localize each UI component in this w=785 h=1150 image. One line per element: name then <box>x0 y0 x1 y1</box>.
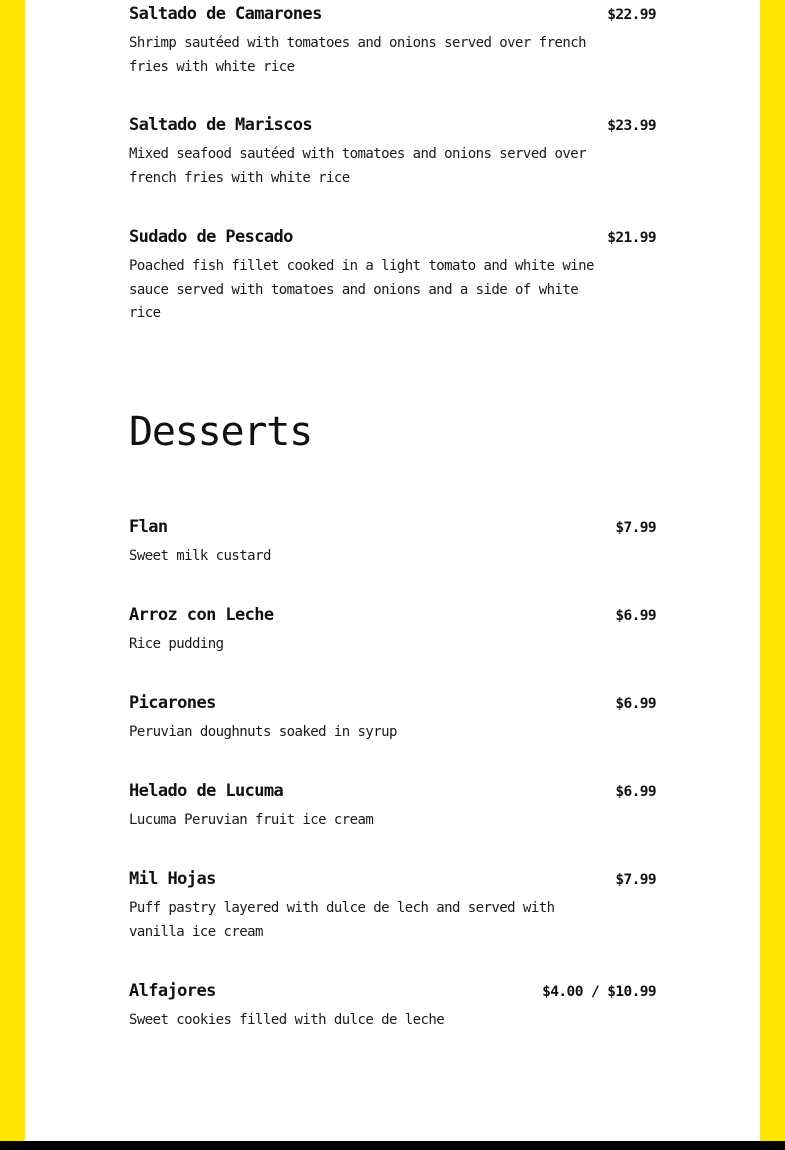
item-price: $23.99 <box>607 118 656 134</box>
item-name: Saltado de Mariscos <box>129 115 313 135</box>
item-description: Sweet cookies filled with dulce de leche <box>129 1012 445 1028</box>
menu-item-arroz-con-leche <box>129 605 656 657</box>
menu-item-sudado-de-pescado <box>129 227 656 326</box>
item-price: $6.99 <box>615 608 656 624</box>
item-name: Helado de Lucuma <box>129 781 284 801</box>
menu-item-mil-hojas <box>129 869 656 944</box>
item-description: Lucuma Peruvian fruit ice cream <box>129 812 374 828</box>
left-frame-border <box>0 0 25 1141</box>
item-price: $21.99 <box>607 230 656 246</box>
item-price: $7.99 <box>615 520 656 536</box>
menu-item-picarones <box>129 693 656 745</box>
item-price: $7.99 <box>615 872 656 888</box>
item-description: Poached fish fillet cooked in a light tomato and white wine sauce served with tomatoes and onions and a side of white rice <box>129 258 594 321</box>
section-heading-desserts: Desserts <box>129 409 313 455</box>
item-description: Peruvian doughnuts soaked in syrup <box>129 724 397 740</box>
item-name: Sudado de Pescado <box>129 227 293 247</box>
item-description: Shrimp sautéed with tomatoes and onions served over french fries with white rice <box>129 35 586 75</box>
menu-item-alfajores <box>129 981 656 1033</box>
item-description: Mixed seafood sautéed with tomatoes and onions served over french fries with white rice <box>129 146 586 186</box>
item-description: Rice pudding <box>129 636 224 652</box>
menu-item-saltado-de-camarones <box>129 4 656 79</box>
item-description: Puff pastry layered with dulce de lech and served with vanilla ice cream <box>129 900 555 940</box>
menu-item-helado-de-lucuma <box>129 781 656 833</box>
footer-bar <box>0 1141 785 1150</box>
item-name: Mil Hojas <box>129 869 216 889</box>
item-name: Alfajores <box>129 981 216 1001</box>
right-frame-border <box>760 0 785 1141</box>
item-name: Flan <box>129 517 168 537</box>
item-name: Picarones <box>129 693 216 713</box>
item-description: Sweet milk custard <box>129 548 271 564</box>
item-price: $4.00 / $10.99 <box>542 984 656 1000</box>
menu-item-flan <box>129 517 656 569</box>
menu-item-saltado-de-mariscos <box>129 115 656 190</box>
item-name: Arroz con Leche <box>129 605 274 625</box>
menu-page <box>25 0 760 1141</box>
item-name: Saltado de Camarones <box>129 4 322 24</box>
item-price: $6.99 <box>615 784 656 800</box>
item-price: $6.99 <box>615 696 656 712</box>
item-price: $22.99 <box>607 7 656 23</box>
